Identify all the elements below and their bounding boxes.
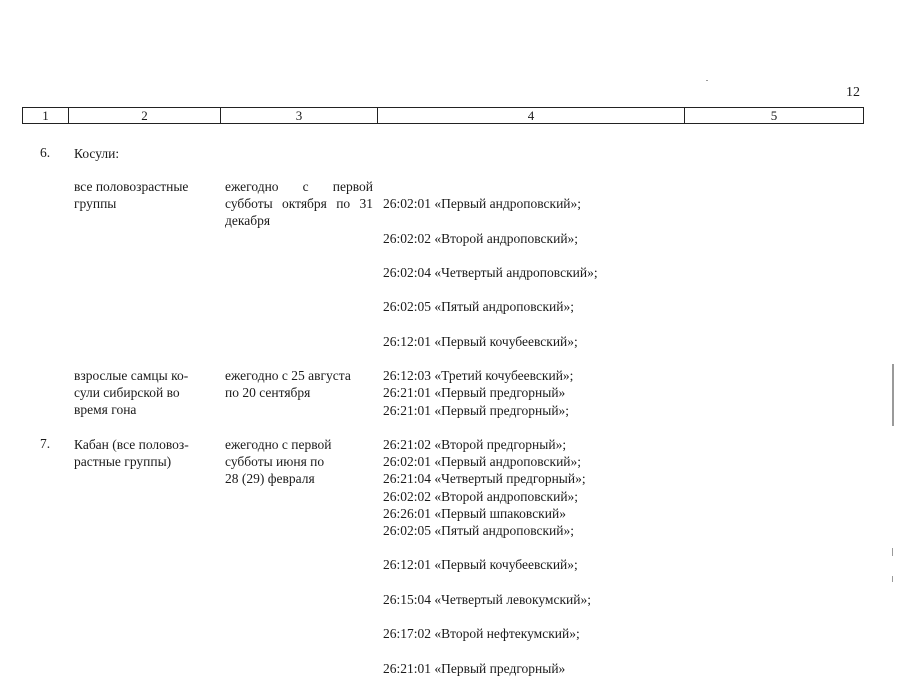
column-header-3: 3 [221, 108, 378, 123]
territory-item: 26:21:01 «Первый предгорный» [383, 385, 566, 401]
territory-item: 26:02:05 «Пятый андроповский»; [383, 299, 575, 315]
scan-artifact-mark [892, 548, 893, 556]
section-number-7: 7. [40, 436, 51, 451]
territory-item: 26:17:02 «Второй нефтекумский»; [383, 626, 580, 642]
column-header-2: 2 [69, 108, 221, 123]
hunting-season-roe-males: ежегодно с 25 августа по 20 сентября [225, 368, 351, 401]
territory-list-boar [383, 436, 683, 694]
territory-item: 26:02:04 «Четвертый андроповский»; [383, 265, 598, 281]
column-header-1: 1 [23, 108, 69, 123]
territory-item: 26:02:01 «Первый андроповский»; [383, 196, 582, 212]
page-number: 12 [846, 85, 860, 100]
territory-item: 26:21:02 «Второй предгорный»; [383, 437, 567, 453]
species-group-boar: Кабан (все половоз- растные группы) [74, 437, 189, 470]
territory-item: 26:21:04 «Четвертый предгорный»; [383, 471, 586, 487]
territory-item: 26:21:01 «Первый предгорный» [383, 660, 566, 676]
column-header-5: 5 [770, 108, 778, 123]
section-number-6: 6. [40, 145, 51, 160]
column-header-4: 4 [378, 108, 685, 123]
territory-item: 26:02:02 «Второй андроповский»; [383, 488, 579, 504]
species-group-roe-all: все половозрастные группы [74, 179, 189, 212]
territory-item: 26:15:04 «Четвертый левокумский»; [383, 591, 591, 607]
hunting-season-boar: ежегодно с первой субботы июня по 28 (29) февраля [225, 437, 332, 487]
territory-list-roe-males [383, 367, 683, 419]
territory-item: 26:12:03 «Третий кочубеевский»; [383, 368, 574, 384]
scan-artifact-mark [892, 576, 893, 582]
territory-item: 26:26:01 «Первый шпаковский» [383, 505, 566, 521]
territory-item: 26:02:01 «Первый андроповский»; [383, 454, 582, 470]
territory-item: 26:21:01 «Первый предгорный»; [383, 402, 570, 418]
table-column-header-row [22, 107, 864, 124]
section-title-roe-deer: Косули: [74, 146, 120, 161]
territory-item: 26:02:05 «Пятый андроповский»; [383, 523, 575, 539]
hunting-season-roe-all: ежегодно с первой субботы октября по 31 декабря [225, 179, 373, 229]
territory-item: 26:12:01 «Первый кочубеевский»; [383, 333, 578, 349]
territory-item: 26:12:01 «Первый кочубеевский»; [383, 557, 578, 573]
scan-artifact-mark [706, 80, 708, 81]
territory-item: 26:02:02 «Второй андроповский»; [383, 230, 579, 246]
species-group-roe-males: взрослые самцы ко- сули сибирской во время гона [74, 368, 189, 418]
scan-artifact-mark [892, 364, 894, 426]
